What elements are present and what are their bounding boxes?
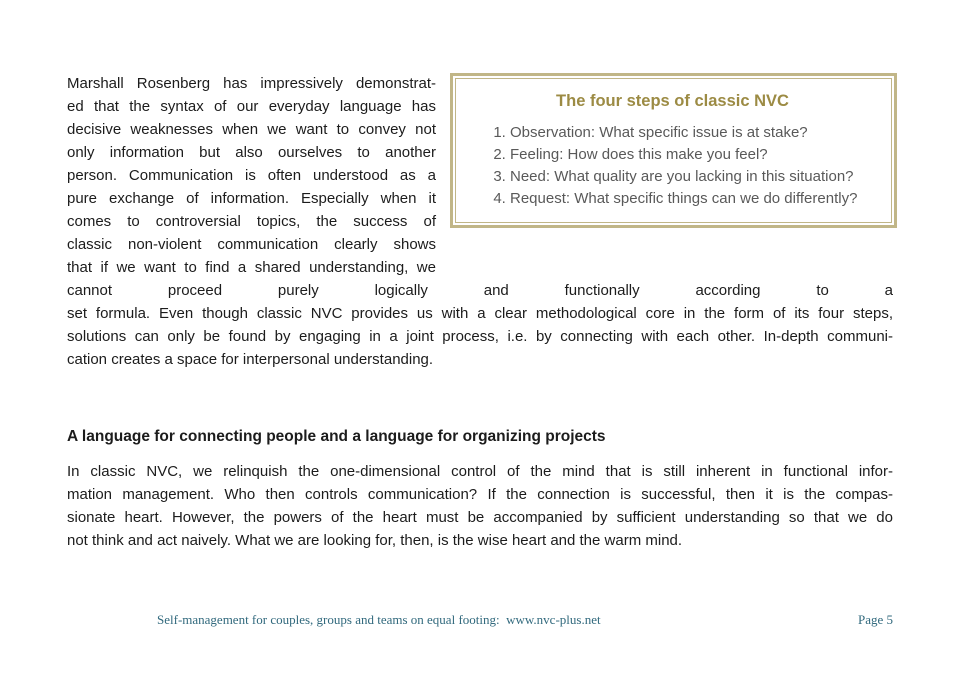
text-line: person. Communication is often understood as a [67,167,436,184]
body-paragraph [67,460,893,552]
text-line: classic non-violent communication clearly shows [67,236,436,253]
page-number: Page 5 [857,612,893,627]
section-heading: A language for connecting people and a language for organizing projects [67,428,606,445]
text-line: sionate heart. However, the powers of the heart must be accompanied by sufficient understanding so that we do [67,509,893,526]
text-line: comes to controversial topics, the success of [67,213,436,230]
callout-step-item: 1. Observation: What specific issue is at stake? [510,122,879,144]
text-line: solutions can only be found by engaging in a joint process, i.e. by connecting with each other. In-depth communi- [67,328,893,345]
text-line: ed that the syntax of our everyday language has [67,98,436,115]
text-line: decisive weaknesses when we want to convey not [67,121,436,138]
text-line: not think and act naively. What we are looking for, then, is the wise heart and the warm mind. [67,532,683,549]
text-line: Marshall Rosenberg has impressively demonstrat- [67,75,436,92]
callout-step-item: 4. Request: What specific things can we do differently? [510,188,879,210]
text-line: cation creates a space for interpersonal understanding. [67,351,434,368]
nvc-steps-callout [455,78,892,223]
text-line: only information but also ourselves to another [67,144,436,161]
callout-step-item: 3. Need: What quality are you lacking in this situation? [510,166,879,188]
text-line: mation management. Who then controls communication? If the connection is successful, then it is the compas- [67,486,893,503]
text-line: In classic NVC, we relinquish the one-dimensional control of the mind that is still inherent in functional infor- [67,463,893,480]
footer-text: Self-management for couples, groups and teams on equal footing: www.nvc-plus.net [157,612,601,627]
text-line: that if we want to find a shared understanding, we cannot proceed purely logically and functionally according to a [67,259,893,299]
callout-step-item: 2. Feeling: How does this make you feel? [510,144,879,166]
text-line: pure exchange of information. Especially when it [67,190,436,207]
callout-float [436,72,893,258]
text-line: set formula. Even though classic NVC provides us with a clear methodological core in the form of its four steps, [67,305,893,322]
callout-steps-list [466,122,879,210]
page-content [67,72,893,552]
callout-title: The four steps of classic NVC [556,92,789,110]
